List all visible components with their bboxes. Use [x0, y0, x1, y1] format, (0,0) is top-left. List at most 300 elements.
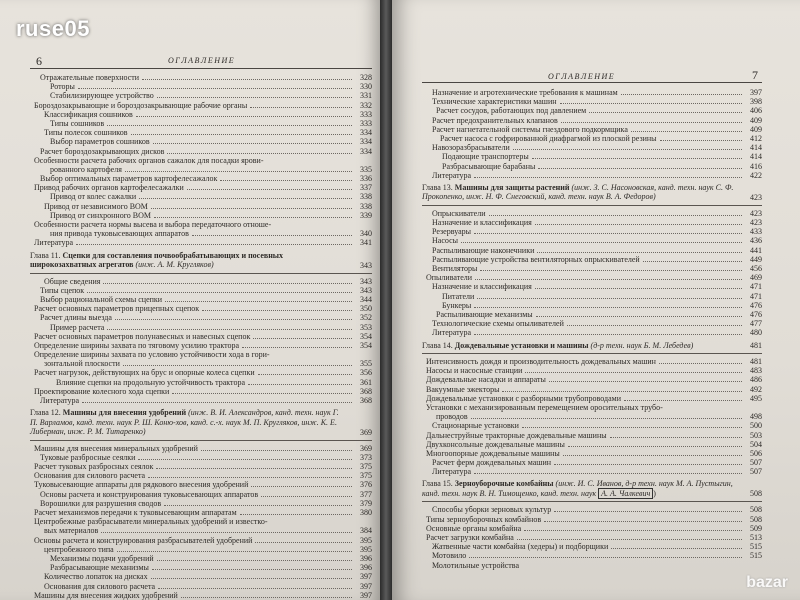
dot-leader [535, 288, 742, 289]
page-number: 396 [360, 563, 372, 573]
page-number: 369 [360, 443, 372, 453]
toc-entry [422, 403, 762, 412]
entry-title: Подающие транспортеры [442, 152, 529, 162]
entry-title: Расчет туковых разбросных сеялок [34, 462, 154, 472]
chapter-label: Глава 11. [30, 250, 63, 260]
entry-title: Выбор параметров сошников [50, 137, 150, 147]
entry-title: Расчет загрузки комбайна [426, 533, 514, 542]
left-page-number: 6 [36, 54, 42, 68]
page-number: 341 [360, 238, 372, 248]
toc-entry [422, 319, 762, 328]
entry-title: Расчет нагрузок, действующих на брус и опорные колеса сцепки [34, 368, 255, 378]
dot-leader [220, 180, 352, 181]
page-number: 508 [750, 514, 762, 524]
toc-entry [30, 526, 372, 535]
dot-leader [151, 578, 352, 579]
page-number: 336 [360, 174, 372, 184]
entry-title: Влияние сцепки на продольную устойчивость трактора [56, 377, 245, 387]
page-number: 495 [750, 393, 762, 403]
toc-entry [422, 505, 762, 514]
toc-entry [422, 357, 762, 366]
chapter-authors: (д-р техн. наук Б. М. Лебедев) [588, 340, 694, 350]
page-number: 398 [750, 97, 762, 107]
toc-entry [30, 286, 372, 295]
chapter-divider [422, 353, 762, 354]
toc-entry [30, 277, 372, 286]
dot-leader [172, 393, 352, 394]
toc-entry [422, 394, 762, 403]
toc-entry [422, 366, 762, 375]
page-number: 414 [750, 143, 762, 153]
page-number: 492 [750, 384, 762, 394]
dot-leader [158, 588, 352, 589]
toc-entry [422, 542, 762, 551]
toc-entry [30, 137, 372, 146]
dot-leader [139, 198, 352, 199]
chapter-label: Глава 14. [422, 340, 455, 350]
toc-entry [30, 453, 372, 462]
entry-title: зонтальной плоскости [44, 359, 120, 369]
page-number: 471 [750, 291, 762, 301]
page-number: 476 [750, 309, 762, 319]
dot-leader [165, 301, 352, 302]
right-toc [422, 88, 762, 570]
toc-entry [422, 533, 762, 542]
dot-leader [610, 437, 742, 438]
entry-title: Насосы [432, 236, 459, 246]
dot-leader [567, 325, 742, 326]
toc-entry [30, 572, 372, 581]
entry-title: Назначение и агротехнические требования к машинам [432, 88, 618, 97]
entry-title: Центробежные разбрасыватели минеральных удобрений и известко- [34, 517, 268, 527]
dot-leader [148, 477, 352, 478]
toc-entry [30, 444, 372, 453]
toc-entry [30, 545, 372, 554]
page-number: 481 [750, 341, 762, 350]
toc-entry [30, 517, 372, 526]
page-number: 368 [360, 396, 372, 405]
toc-chapter-entry [422, 479, 762, 498]
toc-entry [422, 524, 762, 533]
toc-entry [30, 147, 372, 156]
toc-entry [30, 229, 372, 238]
toc-entry [422, 162, 762, 171]
dot-leader [82, 402, 352, 403]
entry-title: Резервуары [432, 227, 472, 237]
page-number: 456 [750, 264, 762, 273]
entry-title: Определение ширины захвата по тяговому усилию трактора [34, 340, 240, 350]
dot-leader [103, 283, 352, 284]
dot-leader [537, 252, 742, 253]
page-number: 508 [750, 489, 762, 499]
dot-leader [477, 298, 742, 299]
page-number: 338 [360, 201, 372, 211]
chapter-divider [30, 440, 372, 441]
page-number: 469 [750, 273, 762, 283]
page-number: 506 [750, 448, 762, 458]
chapter-label: Глава 13. [422, 182, 455, 192]
brand-logo: bazar [746, 574, 788, 591]
entry-title: Расчет основных параметров прицепных сцепок [34, 304, 200, 314]
dot-leader [536, 316, 742, 317]
page-number: 334 [360, 128, 372, 138]
book-gutter [380, 0, 392, 600]
chapter-label: Глава 12. [30, 408, 63, 418]
dot-leader [659, 363, 742, 364]
dot-leader [525, 372, 742, 373]
toc-entry [30, 211, 372, 220]
chapter-heading: Глава 15. Зерноуборочные комбайны (инж. И. С. Иванов, д-р техн. наук М. А. Пустыгин, канд. техн. наук В. Н. Тимощенко, канд. техн. наук А. А. Чалкевич ) [422, 479, 733, 498]
dot-leader [502, 391, 742, 392]
chapter-authors: (инж. И. С. Иванов, д-р техн. наук М. А. Пустыгин, канд. техн. наук В. Н. Тимощенко, канд. техн. наук [422, 479, 733, 498]
entry-title: Привод рабочих органов картофелесажалки [34, 183, 184, 193]
entry-title: Разбрасывающие механизмы [50, 563, 149, 573]
toc-entry [30, 174, 372, 183]
page-number: 343 [360, 276, 372, 286]
page-number: 433 [750, 227, 762, 237]
page-number: 330 [360, 82, 372, 92]
toc-entry [422, 134, 762, 143]
page-number: 397 [750, 88, 762, 97]
entry-title: Основы расчета и конструирования туковысевающих аппаратов [40, 489, 259, 499]
toc-entry [30, 359, 372, 368]
page-number: 354 [360, 340, 372, 350]
toc-entry [30, 165, 372, 174]
dot-leader [475, 279, 742, 280]
toc-entry [30, 396, 372, 405]
toc-entry [30, 128, 372, 137]
toc-entry [30, 341, 372, 350]
entry-title: ния привода туковысевающих аппаратов [50, 229, 189, 239]
entry-title: Распыливающие наконечники [432, 245, 535, 255]
entry-title: Стационарные установки [432, 421, 519, 431]
page-number: 486 [750, 375, 762, 385]
toc-entry [30, 499, 372, 508]
page-number: 471 [750, 282, 762, 292]
page-number: 354 [360, 331, 372, 341]
dot-leader [258, 374, 352, 375]
entry-title: Навозоразбрасыватели [432, 143, 510, 153]
entry-title: Проектирование колесного хода сцепки [34, 386, 170, 396]
toc-entry [422, 88, 762, 97]
entry-title: Вентиляторы [432, 264, 478, 273]
page-number: 352 [360, 313, 372, 323]
page-number: 500 [750, 421, 762, 431]
page-number: 332 [360, 100, 372, 110]
dot-leader [643, 261, 742, 262]
toc-entry [422, 264, 762, 273]
chapter-divider [30, 273, 372, 274]
chapter-authors: (инж. В. И. Александров, канд. техн. наук Г. П. Варламов, канд. техн. наук Р. Ш. Коню-хов, канд. с.-х. наук М. П. Кругляков, инж. К. Е. Либерман, инж. Р. М. Титаренко) [30, 408, 339, 437]
toc-entry [422, 125, 762, 134]
dot-leader [123, 365, 352, 366]
entry-title: Расчет насоса с гофрированной диафрагмой из плоской резины [440, 133, 657, 143]
dot-leader [138, 459, 352, 460]
dot-leader [611, 548, 742, 549]
page-number: 449 [750, 254, 762, 264]
left-page [0, 0, 380, 600]
toc-entry [30, 591, 372, 600]
toc-entry [422, 106, 762, 115]
toc-entry [422, 375, 762, 384]
toc-entry [30, 119, 372, 128]
toc-entry [30, 350, 372, 359]
chapter-heading [30, 408, 372, 437]
dot-leader [568, 446, 742, 447]
page-number: 513 [750, 533, 762, 542]
toc-entry [422, 515, 762, 524]
entry-title: Расчет бороздозакрывающих дисков [40, 146, 165, 156]
chapter-title: Зерноуборочные комбайны [454, 479, 554, 489]
entry-title: Привод от независимого ВОМ [44, 201, 148, 211]
dot-leader [517, 539, 742, 540]
page-number: 375 [360, 471, 372, 481]
toc-entry [30, 313, 372, 322]
page-number: 504 [750, 439, 762, 449]
toc-entry [30, 480, 372, 489]
chapter-heading [422, 183, 762, 202]
dot-leader [624, 400, 742, 401]
page-number: 483 [750, 366, 762, 376]
dot-leader [255, 542, 352, 543]
page-number: 333 [360, 109, 372, 119]
page-number: 507 [750, 467, 762, 477]
page-number: 476 [750, 300, 762, 310]
page-number: 337 [360, 183, 372, 193]
toc-entry [422, 292, 762, 301]
toc-entry [422, 551, 762, 560]
page-number: 423 [750, 218, 762, 228]
toc-entry [422, 255, 762, 264]
page-number: 380 [360, 508, 372, 517]
page-number: 409 [750, 124, 762, 134]
entry-title: проводов [436, 412, 468, 422]
toc-entry [30, 368, 372, 377]
dot-leader [474, 473, 742, 474]
toc-entry [30, 563, 372, 572]
toc-entry [30, 110, 372, 119]
entry-title: Литература [432, 467, 472, 477]
page-number: 397 [360, 572, 372, 582]
entry-title: Стабилизирующее устройство [50, 91, 154, 101]
entry-title: Машины для внесения жидких удобрений [34, 590, 178, 600]
entry-title: Литература [432, 170, 472, 180]
toc-entry [30, 304, 372, 313]
entry-title: Технические характеристики машин [432, 97, 557, 107]
entry-title: рованного картофеля [50, 164, 122, 174]
toc-entry [30, 462, 372, 471]
dot-leader [142, 79, 352, 80]
toc-chapter-entry [422, 183, 762, 202]
entry-title: Литература [40, 396, 80, 405]
entry-title: Туковысевающие аппараты для рядкового внесения удобрений [34, 480, 249, 490]
dot-leader [131, 134, 352, 135]
entry-title: Особенности расчета нормы высева и выбора передаточного отноше- [34, 220, 272, 229]
toc-chapter-entry [30, 251, 372, 270]
dot-leader [589, 112, 742, 113]
dot-leader [554, 464, 742, 465]
toc-entry [30, 295, 372, 304]
dot-leader [107, 125, 352, 126]
entry-title: Особенности расчета рабочих органов сажалок для посадки ярови- [34, 155, 264, 165]
toc-entry [30, 82, 372, 91]
dot-leader [474, 177, 742, 178]
entry-title: Двухконсольные дождевальные машины [426, 439, 565, 449]
entry-title: Распыливающие устройства вентиляторных опрыскивателей [432, 254, 640, 264]
toc-entry [30, 490, 372, 499]
toc-entry [422, 236, 762, 245]
page-number: 344 [360, 294, 372, 304]
toc-entry [30, 508, 372, 517]
entry-title: Типы сцепок [40, 285, 85, 295]
entry-title: Машины для внесения минеральных удобрений [34, 443, 198, 453]
toc-entry [30, 536, 372, 545]
entry-title: Распыливающие механизмы [436, 309, 533, 319]
toc-entry [422, 310, 762, 319]
toc-entry [30, 332, 372, 341]
dot-leader [253, 338, 352, 339]
dot-leader [115, 319, 352, 320]
toc-entry [422, 97, 762, 106]
page-number: 356 [360, 368, 372, 378]
dot-leader [167, 153, 352, 154]
page-number: 508 [750, 505, 762, 515]
toc-entry [30, 471, 372, 480]
dot-leader [250, 107, 352, 108]
entry-title: Выбор оптимальных параметров картофелесажалок [40, 174, 218, 184]
entry-title: Расчет длины выезда [40, 313, 112, 323]
entry-title: Литература [432, 328, 472, 338]
entry-title: Выбор рациональной схемы сцепки [40, 294, 163, 304]
entry-title: Типы полесок сошников [44, 128, 128, 138]
page-number: 334 [360, 137, 372, 147]
page-number: 361 [360, 377, 372, 387]
entry-title: Дальнеструйные тракторные дождевальные машины [426, 430, 607, 440]
right-running-title: ОГЛАВЛЕНИЕ [548, 72, 616, 81]
entry-title: Ворошилки для разрушения сводов [40, 498, 162, 508]
page-number: 333 [360, 118, 372, 128]
dot-leader [513, 149, 742, 150]
entry-title: Роторы [50, 82, 75, 92]
dot-leader [561, 122, 742, 123]
dot-leader [554, 511, 742, 512]
toc-entry [422, 431, 762, 440]
dot-leader [76, 244, 352, 245]
entry-title: Отражательные поверхности [40, 73, 140, 82]
dot-leader [152, 569, 352, 570]
chapter-label: Глава 15. [422, 479, 455, 489]
entry-title: Технологические схемы опыливателей [432, 319, 564, 329]
entry-title: Количество лопаток на дисках [44, 572, 148, 582]
entry-title: Дождевальные установки с разборными трубопроводами [426, 393, 621, 403]
toc-entry [422, 227, 762, 236]
dot-leader [125, 171, 352, 172]
dot-leader [480, 270, 742, 271]
dot-leader [240, 514, 352, 515]
page-number: 406 [750, 106, 762, 116]
page-number: 507 [750, 458, 762, 468]
dot-leader [202, 310, 352, 311]
entry-title: Типы зерноуборочных комбайнов [426, 514, 542, 524]
page-number: 368 [360, 386, 372, 396]
watermark-text: ruse05 [16, 16, 90, 41]
entry-title: Опыливатели [426, 273, 473, 283]
dot-leader [469, 557, 742, 558]
toc-entry [30, 91, 372, 100]
page-number: 509 [750, 523, 762, 533]
page-number: 416 [750, 161, 762, 171]
toc-entry [30, 192, 372, 201]
entry-title: Питатели [442, 291, 475, 301]
page-number: 338 [360, 192, 372, 202]
toc-entry [422, 143, 762, 152]
dot-leader [524, 530, 742, 531]
dot-leader [522, 427, 742, 428]
chapter-authors: (инж. З. С. Насоновская, канд. техн. наук С. Ф. Прокопенко, инж. Н. Ф. Снеговский, канд. техн. наук В. А. Федоров) [422, 182, 734, 202]
dot-leader [544, 521, 742, 522]
dot-leader [181, 597, 352, 598]
dot-leader [164, 505, 352, 506]
page-number: 481 [750, 357, 762, 366]
toc-entry [422, 171, 762, 180]
dot-leader [117, 551, 352, 552]
entry-title: Расчет нагнетательной системы гнездового подкормщика [432, 124, 628, 134]
dot-leader [474, 334, 742, 335]
page-number: 343 [360, 285, 372, 295]
page-number: 422 [750, 170, 762, 180]
left-header-rule [30, 68, 372, 69]
page-number: 423 [750, 192, 762, 202]
dot-leader [157, 97, 352, 98]
entry-title: Типы сошников [50, 118, 105, 128]
entry-title: Расчет ферм дождевальных машин [432, 458, 552, 468]
toc-entry [422, 467, 762, 476]
page-number: 503 [750, 430, 762, 440]
toc-entry [30, 378, 372, 387]
chapter-authors: (инж. А. М. Кругляков) [133, 260, 214, 270]
dot-leader [192, 235, 352, 236]
entry-title: вых материалов [44, 526, 99, 536]
dot-leader [474, 307, 742, 308]
toc-entry [422, 116, 762, 125]
left-toc [30, 73, 372, 600]
page-number: 397 [360, 590, 372, 600]
toc-entry [422, 218, 762, 227]
toc-entry [30, 323, 372, 332]
entry-title: Расчет сосудов, работающих под давлением [436, 106, 587, 116]
dot-leader [621, 94, 742, 95]
right-header-rule [422, 82, 762, 83]
toc-entry [30, 202, 372, 211]
entry-title: Туковые разбросные сеялки [40, 452, 136, 462]
page-number: 396 [360, 553, 372, 563]
dot-leader [474, 233, 742, 234]
entry-title: Опрыскиватели [432, 208, 486, 218]
dot-leader [471, 418, 742, 419]
dot-leader [187, 189, 352, 190]
entry-title: Основы расчета и конструирования разбрасывателей удобрений [34, 535, 253, 545]
dot-leader [87, 292, 352, 293]
entry-title: Пример расчета [50, 322, 105, 332]
toc-entry [30, 156, 372, 165]
page-number: 369 [360, 427, 372, 437]
toc-entry [30, 238, 372, 247]
entry-title: Бороздозакрывающие и бороздозакрывающие рабочие органы [34, 100, 248, 110]
toc-entry [422, 328, 762, 337]
chapter-heading [422, 341, 762, 351]
toc-chapter-entry [30, 408, 372, 437]
toc-entry [30, 554, 372, 563]
